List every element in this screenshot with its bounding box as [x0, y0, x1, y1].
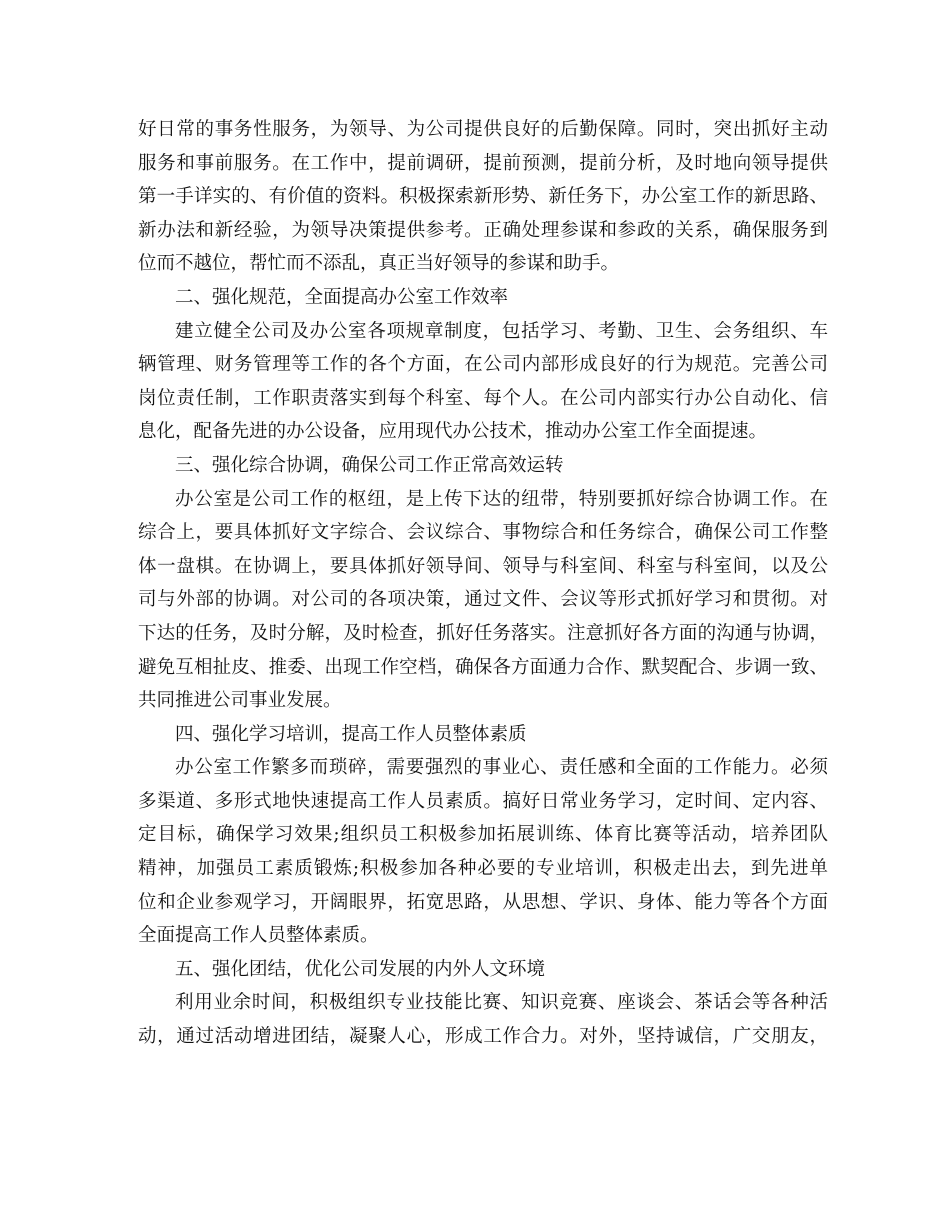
paragraph-line: 建立健全公司及办公室各项规章制度，包括学习、考勤、卫生、会务组织、车: [175, 320, 828, 342]
paragraph-line: 多渠道、多形式地快速提高工作人员素质。搞好日常业务学习，定时间、定内容、: [138, 790, 828, 812]
section-heading: 二、强化规范，全面提高办公室工作效率: [175, 286, 509, 308]
paragraph-line: 避免互相扯皮、推委、出现工作空档，确保各方面通力合作、默契配合、步调一致、: [138, 656, 828, 678]
section-heading: 三、强化综合协调，确保公司工作正常高效运转: [175, 454, 564, 476]
paragraph-line: 共同推进公司事业发展。: [138, 690, 342, 712]
paragraph-line: 位而不越位，帮忙而不添乱，真正当好领导的参谋和助手。: [138, 253, 620, 275]
paragraph-line: 全面提高工作人员整体素质。: [138, 925, 379, 947]
paragraph-line: 综合上，要具体抓好文字综合、会议综合、事物综合和任务综合，确保公司工作整: [138, 522, 828, 544]
paragraph-line: 岗位责任制，工作职责落实到每个科室、每个人。在公司内部实行办公自动化、信: [138, 387, 828, 409]
paragraph-line: 定目标，确保学习效果;组织员工积极参加拓展训练、体育比赛等活动，培养团队: [138, 824, 828, 846]
paragraph-line: 精神，加强员工素质锻炼;积极参加各种必要的专业培训，积极走出去，到先进单: [138, 858, 828, 880]
paragraph-line: 体一盘棋。在协调上，要具体抓好领导间、领导与科室间、科室与科室间，以及公: [138, 555, 828, 577]
section-heading: 五、强化团结，优化公司发展的内外人文环境: [175, 958, 546, 980]
paragraph-line: 利用业余时间，积极组织专业技能比赛、知识竞赛、座谈会、茶话会等各种活: [175, 992, 828, 1014]
paragraph-line: 第一手详实的、有价值的资料。积极探索新形势、新任务下，办公室工作的新思路、: [138, 186, 828, 208]
paragraph-line: 位和企业参观学习，开阔眼界，拓宽思路，从思想、学识、身体、能力等各个方面: [138, 891, 828, 913]
paragraph-line: 好日常的事务性服务，为领导、为公司提供良好的后勤保障。同时，突出抓好主动: [138, 119, 828, 140]
section-heading: 四、强化学习培训，提高工作人员整体素质: [175, 723, 527, 745]
paragraph-line: 动，通过活动增进团结，凝聚人心，形成工作合力。对外，坚持诚信，广交朋友，: [138, 1026, 828, 1048]
paragraph-line: 息化，配备先进的办公设备，应用现代办公技术，推动办公室工作全面提速。: [138, 421, 768, 443]
paragraph-line: 新办法和新经验，为领导决策提供参考。正确处理参谋和参政的关系，确保服务到: [138, 219, 828, 241]
paragraph-line: 办公室是公司工作的枢纽，是上传下达的纽带，特别要抓好综合协调工作。在: [175, 488, 828, 510]
paragraph-line: 司与外部的协调。对公司的各项决策，通过文件、会议等形式抓好学习和贯彻。对: [138, 589, 828, 611]
paragraph-line: 下达的任务，及时分解，及时检查，抓好任务落实。注意抓好各方面的沟通与协调，: [138, 622, 828, 644]
document-body: [138, 113, 828, 1054]
paragraph-line: 服务和事前服务。在工作中，提前调研，提前预测，提前分析，及时地向领导提供: [138, 152, 828, 174]
paragraph-line: 办公室工作繁多而琐碎，需要强烈的事业心、责任感和全面的工作能力。必须: [175, 757, 828, 779]
paragraph-line: 辆管理、财务管理等工作的各个方面，在公司内部形成良好的行为规范。完善公司: [138, 354, 828, 376]
